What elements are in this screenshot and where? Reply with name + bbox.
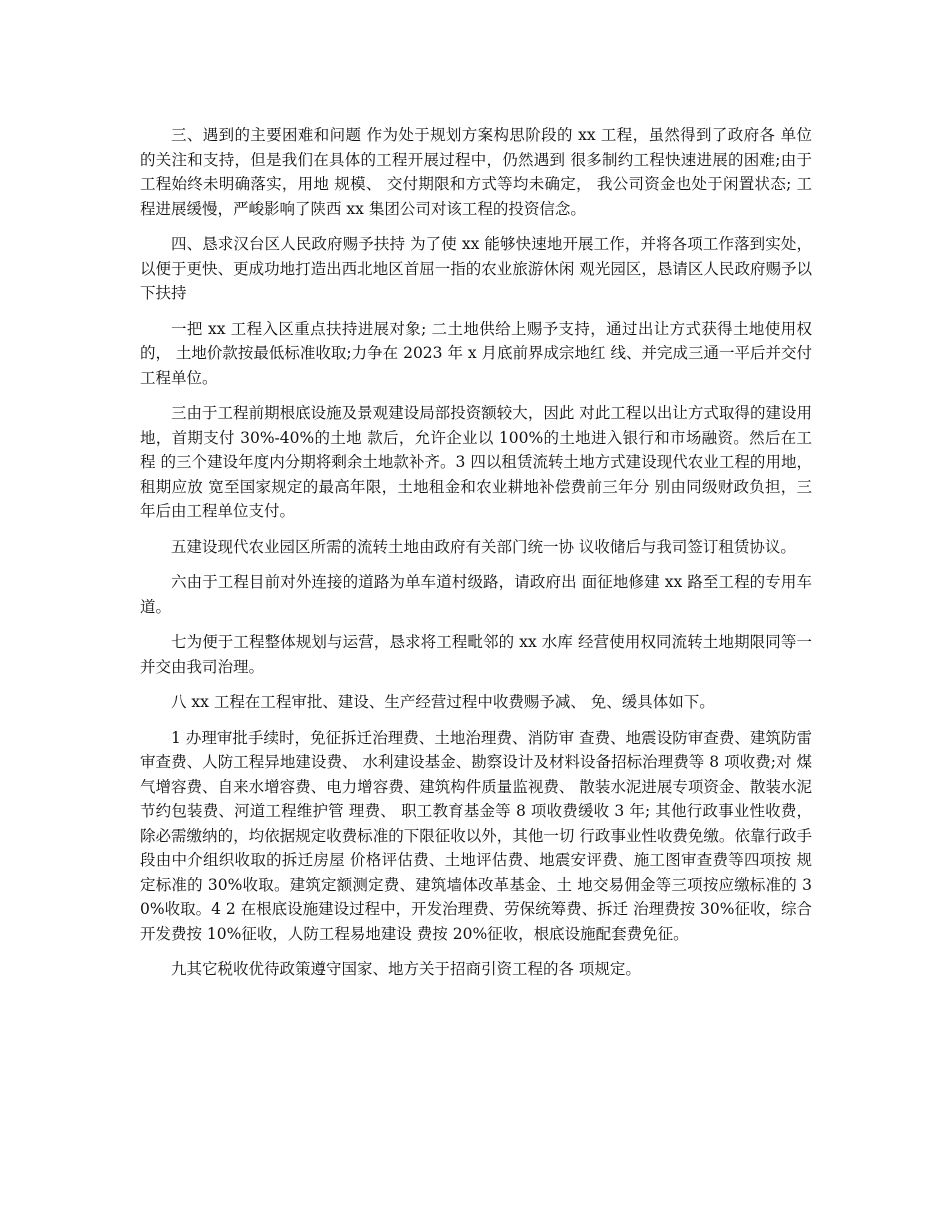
paragraph-item-five: 五建设现代农业园区所需的流转土地由政府有关部门统一协 议收储后与我司签订租赁协议。 xyxy=(171,537,796,556)
paragraph-item-nine: 九其它税收优待政策遵守国家、地方关于招商引资工程的各 项规定。 xyxy=(171,960,641,978)
paragraph-item-seven: 七为便于工程整体规划与运营，恳求将工程毗邻的 xx 水库 经营使用权同流转土地期限同等一并交由我司治理。 xyxy=(140,633,812,676)
paragraph-item-eight: 八 xx 工程在工程审批、建设、生产经营过程中收费赐予减、 免、缓具体如下。 xyxy=(171,693,715,711)
paragraph-fee-details: 1 办理审批手续时，免征拆迁治理费、土地治理费、消防审 查费、地震设防审查费、建筑防雷审查费、人防工程异地建设费、 水利建设基金、勘察设计及材料设备招标治理费等 8 项收费;对 煤气增容费、自来水增容费、电力增容费、建筑构件质量监视费、 散装水泥进展专项资金、散装水泥节约包装费、河道工程维护管 理费、 职工教育基金等 8 项收费缓收 3 年; 其他行政事业性收费， 除必需缴纳的，均依据规定收费标准的下限征收以外，其他一切 行政事业性收费免缴。依靠行政手段由中介组织收取的拆迁房屋 价格评估费、土地评估费、地震安评费、施工图审查费等四项按 规定标准的 30%收取。建筑定额测定费、建筑墙体改革基金、土 地交易佣金等三项按应缴标准的 30%收取。4 2 在根底设施建设过程中，开发治理费、劳保统筹费、拆迁 治理费按 30%征收，综合开发费按 10%征收，人防工程易地建设 费按 20%征收，根底设施配套费免征。 xyxy=(140,728,812,943)
paragraph-request-support: 四、恳求汉台区人民政府赐予扶持 为了使 xx 能够快速地开展工作，并将各项工作落到实处， 以便于更快、更成功地打造出西北地区首屈一指的农业旅游休闲 观光园区，恳请区人民政府赐予以下扶持 xyxy=(140,235,812,302)
paragraph-item-six: 六由于工程目前对外连接的道路为单车道村级路，请政府出 面征地修建 xx 路至工程的专用车道。 xyxy=(140,573,812,616)
document-body xyxy=(140,123,812,993)
paragraph-item-three-four: 三由于工程前期根底设施及景观建设局部投资额较大，因此 对此工程以出让方式取得的建设用地，首期支付 30%-40%的土地 款后，允许企业以 100%的土地进入银行和市场融资。然后在工程 的三个建设年度内分期将剩余土地款补齐。3 四以租赁流转土地方式建设现代农业工程的用地，租期应放 宽至国家规定的最高年限，土地租金和农业耕地补偿费前三年分 别由同级财政负担，三年后由工程单位支付。 xyxy=(140,404,812,520)
paragraph-difficulties: 三、遇到的主要困难和问题 作为处于规划方案构思阶段的 xx 工程，虽然得到了政府各 单位的关注和支持，但是我们在具体的工程开展过程中，仍然遇到 很多制约工程快速进展的困难;由于工程始终未明确落实，用地 规模、 交付期限和方式等均未确定， 我公司资金也处于闲置状态; 工程进展缓慢，严峻影响了陕西 xx 集团公司对该工程的投资信念。 xyxy=(140,126,812,218)
paragraph-item-one-two: 一把 xx 工程入区重点扶持进展对象; 二土地供给上赐予支持，通过出让方式获得土地使用权的， 土地价款按最低标准收取;力争在 2023 年 x 月底前界成宗地红 线、并完成三通一平后并交付工程单位。 xyxy=(140,319,812,387)
